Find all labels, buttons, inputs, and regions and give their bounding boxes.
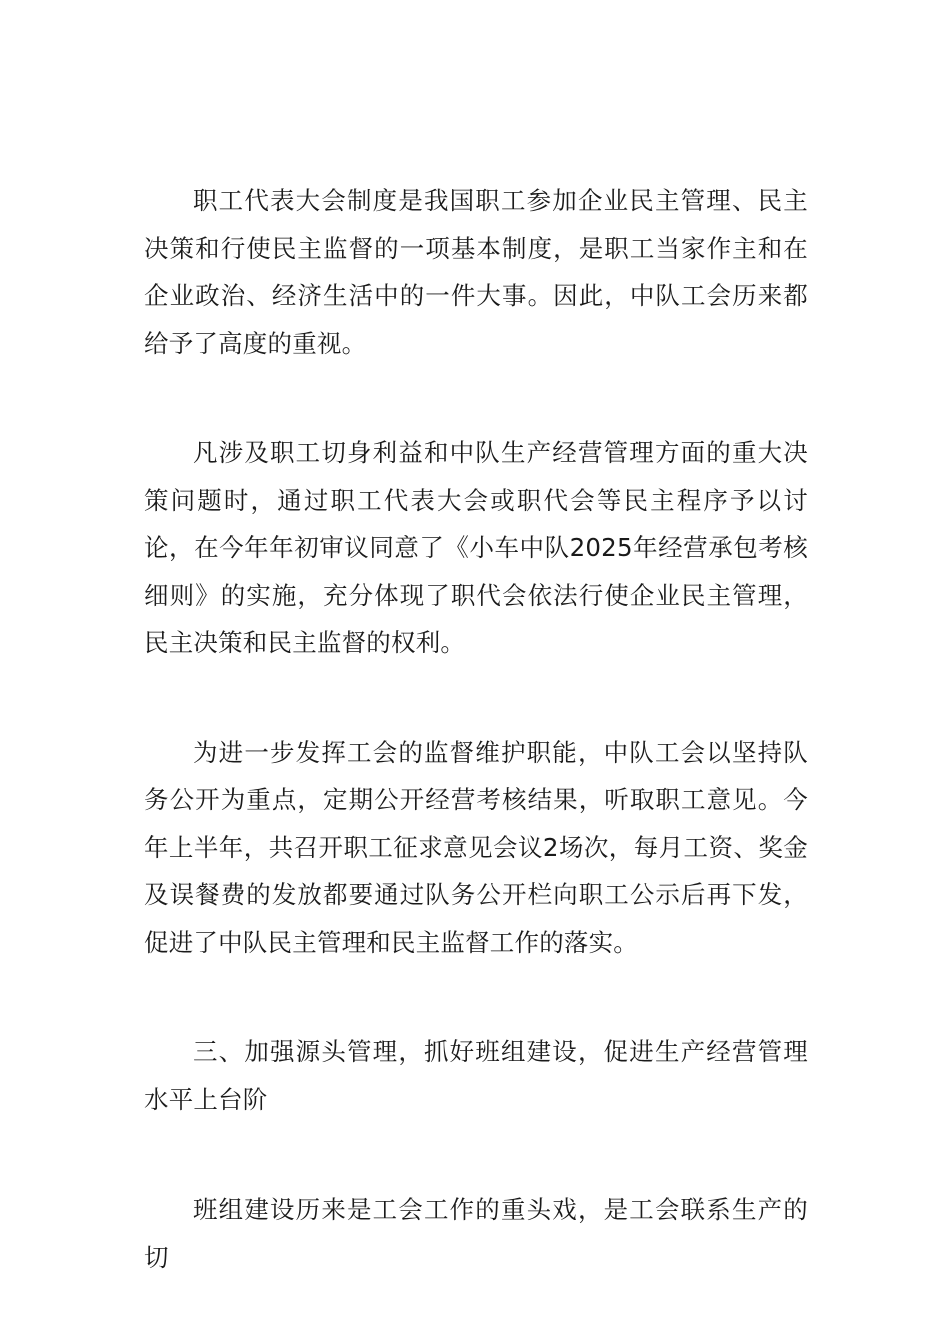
paragraph-affairs-disclosure: 为进一步发挥工会的监督维护职能，中队工会以坚持队务公开为重点，定期公开经营考核结果，听取职工意见。今年上半年，共召开职工征求意见会议2场次，每月工资、奖金及误餐费的发放都要通过队务公开栏向职工公示后再下发，促进了中队民主管理和民主监督工作的落实。 [144, 737, 808, 957]
paragraph-team-building: 班组建设历来是工会工作的重头戏，是工会联系生产的切 [144, 1195, 808, 1272]
document-body [144, 177, 808, 1281]
section-heading-three: 三、加强源头管理，抓好班组建设，促进生产经营管理水平上台阶 [144, 1037, 808, 1114]
paragraph-workers-congress-system: 职工代表大会制度是我国职工参加企业民主管理、民主决策和行使民主监督的一项基本制度，是职工当家作主和在企业政治、经济生活中的一件大事。因此，中队工会历来都给予了高度的重视。 [144, 186, 808, 358]
paragraph-major-decisions: 凡涉及职工切身利益和中队生产经营管理方面的重大决策问题时，通过职工代表大会或职代会等民主程序予以讨论，在今年年初审议同意了《小车中队2025年经营承包考核细则》的实施，充分体现了职代会依法行使企业民主管理，民主决策和民主监督的权利。 [144, 438, 808, 657]
